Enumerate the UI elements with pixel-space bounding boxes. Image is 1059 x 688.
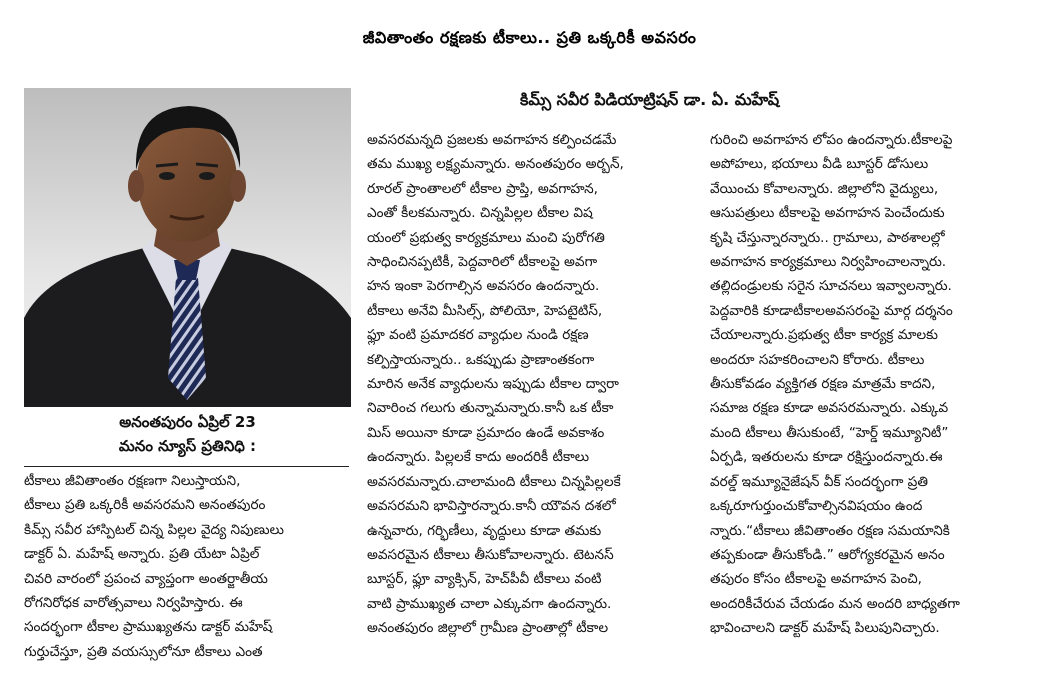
doctor-photo [24, 88, 351, 407]
text-line: తపురం కోసం టీకాలపై అవగాహన పెంచి, [710, 571, 922, 588]
text-line: హన ఇంకా పెరగాల్సిన అవసరం ఉందన్నారు. [367, 278, 600, 295]
article-column-1 [24, 466, 349, 664]
text-line: అనంతపురం జిల్లాలో గ్రామీణ ప్రాంతాల్లో టీకాల [367, 620, 609, 637]
text-line: వరల్డ్ ఇమ్యూనైజేషన్ వీక్ సందర్భంగా ప్రతి [710, 473, 928, 490]
text-line: గురించి అవగాహన లోపం ఉందన్నారు.టీకాలపై [710, 132, 953, 148]
text-line: డాక్టర్ ఏ. మహేష్ అన్నారు. ప్రతి యేటా ఏప్రిల్ [24, 546, 260, 563]
text-line: ఎంతో కీలకమన్నారు. చిన్నపిల్లల టీకాల విష [367, 205, 593, 222]
text-line: మిస్ అయినా కూడా ప్రమాదం ఉండే అవకాశం [367, 424, 605, 441]
text-line: ఫ్లూ వంటి ప్రమాదకర వ్యాధుల నుండి రక్షణ [367, 327, 589, 344]
text-line: రూరల్ ప్రాంతాలలో టీకాల ప్రాప్తి, అవగాహన, [367, 180, 598, 197]
text-line: గుర్తుచేస్తూ, ప్రతి వయస్సులోనూ టీకాలు ఎంత [24, 643, 263, 660]
text-line: తప్పకుండా తీసుకోండి.” ఆరోగ్యకరమైన అనం [710, 546, 945, 563]
doctor-portrait-image [24, 88, 351, 407]
text-line: అవసరమని భావిస్తారన్నారు.కానీ యౌవన దశలో [367, 498, 616, 515]
headline: జీవితాంతం రక్షణకు టీకాలు.. ప్రతి ఒక్కరికీ అవసరం [362, 28, 697, 47]
article-column-3 [710, 128, 1036, 641]
text-line: పెద్దవారికి కూడాటీకాలఅవసరంపై మార్గ దర్శనం [710, 302, 953, 319]
text-line: భావించాలని డాక్టర్ మహేష్ పిలుపునిచ్చారు. [710, 620, 940, 637]
text-line: సాధించినప్పటికీ, పెద్దవారిలో టీకాలపై అవగా [367, 254, 598, 271]
text-line: మారిన అనేక వ్యాధులను ఇప్పుడు టీకాల ద్వారా [367, 376, 619, 393]
text-line: వేయించు కోవాలన్నారు. జిల్లాలోని వైద్యులు, [710, 180, 939, 197]
text-line: చివరి వారంలో ప్రపంచ వ్యాప్తంగా అంతర్జాతీయ [24, 570, 268, 587]
text-line: చేయాలన్నారు.ప్రభుత్వ టీకా కార్యక్ర మాలకు [710, 327, 938, 344]
text-line: న్నారు.“టీకాలు జీవితాంతం రక్షణ సమయానికి [710, 522, 950, 539]
text-line: అవసరమన్నారు.చాలామంది టీకాలు చిన్నపిల్లలకే [367, 473, 621, 490]
text-line: కల్పిస్తాయన్నారు.. ఒకప్పుడు ప్రాణాంతకంగా [367, 351, 595, 368]
text-line: కృషి చేస్తున్నారన్నారు.. గ్రామాలు, పాఠశాలల్లో [710, 229, 945, 246]
dateline: అనంతపురం ఏప్రిల్ 23 [119, 413, 256, 431]
text-line: అపోహలు, భయాలు వీడి బూస్టర్ డోసులు [710, 156, 929, 173]
text-line: అందరికీచేరువ చేయడం మన అందరి బాధ్యతగా [710, 595, 960, 612]
text-line: మంది టీకాలు తీసుకుంటే, “హెర్డ్ ఇమ్యూనిటీ” [710, 424, 949, 441]
text-line: యంలో ప్రభుత్వ కార్యక్రమాలు మంచి పురోగతి [367, 229, 605, 246]
text-line: రోగనిరోధక వారోత్సవాలు నిర్వహిస్తారు. ఈ [24, 595, 243, 612]
text-line: అవగాహన కార్యక్రమాలు నిర్వహించాలన్నారు. [710, 254, 947, 271]
text-line: తీసుకోవడం వ్యక్తిగత రక్షణ మాత్రమే కాదని, [710, 376, 936, 393]
text-line: తల్లిదండ్రులకు సరైన సూచనలు ఇవ్వాలన్నారు. [710, 278, 952, 295]
text-line: ఒక్కరూగుర్తుంచుకోవాల్సినవిషయం ఉంద [710, 498, 923, 515]
text-line: టీకాలు ప్రతి ఒక్కరికీ అవసరమని అనంతపురం [24, 497, 266, 514]
text-line: ఆసుపత్రులు టీకాలపై అవగాహన పెంచేందుకు [710, 205, 945, 222]
article-column-2 [367, 128, 694, 641]
text-line: అవసరమన్నది ప్రజలకు అవగాహన కల్పించడమే [367, 132, 617, 148]
text-line: బూస్టర్, ఫ్లూ వ్యాక్సిన్, హెచ్‌పీవీ టీకాలు వంటి [367, 571, 602, 588]
photo-caption [24, 410, 351, 458]
text-line: అవసరమైన టీకాలు తీసుకోవాలన్నారు. టెటనస్ [367, 546, 614, 563]
text-line: ఉందన్నారు. పిల్లలకే కాదు అందరికీ టీకాలు [367, 449, 590, 466]
text-line: కిమ్స్ సవీర హాస్పిటల్ చిన్న పిల్లల వైద్య నిపుణులు [24, 521, 284, 538]
text-line: నివారించ గలుగు తున్నామన్నారు.కానీ ఒక టీకా [367, 400, 614, 417]
text-line: టీకాలు అనేవి మీసిల్స్, పోలియో, హెపటైటిస్, [367, 302, 603, 319]
text-line: ఉన్నవారు, గర్భిణీలు, వృద్దులు కూడా తమకు [367, 522, 602, 539]
text-line: టీకాలు జీవితాంతం రక్షణగా నిలుస్తాయని, [24, 473, 241, 489]
text-line: అందరూ సహకరించాలని కోరారు. టీకాలు [710, 351, 925, 368]
text-line: తమ ముఖ్య లక్ష్యమన్నారు. అనంతపురం అర్బన్, [367, 156, 624, 173]
news-agency: మనం న్యూస్ ప్రతినిధి : [118, 437, 257, 455]
text-line: సమాజ రక్షణ కూడా అవసరమన్నారు. ఎక్కువ [710, 400, 949, 417]
text-line: ఏర్పడి, ఇతరులను కూడా రక్షిస్తుందన్నారు.ఈ [710, 449, 943, 466]
byline: కిమ్స్ సవీర పిడియాట్రిషన్ డా. ఏ. మహేష్ [520, 90, 780, 109]
text-line: సందర్భంగా టీకాల ప్రాముఖ్యతను డాక్టర్ మహేష్ [24, 619, 273, 636]
text-line: వాటి ప్రాముఖ్యత చాలా ఎక్కువగా ఉందన్నారు. [367, 595, 612, 612]
